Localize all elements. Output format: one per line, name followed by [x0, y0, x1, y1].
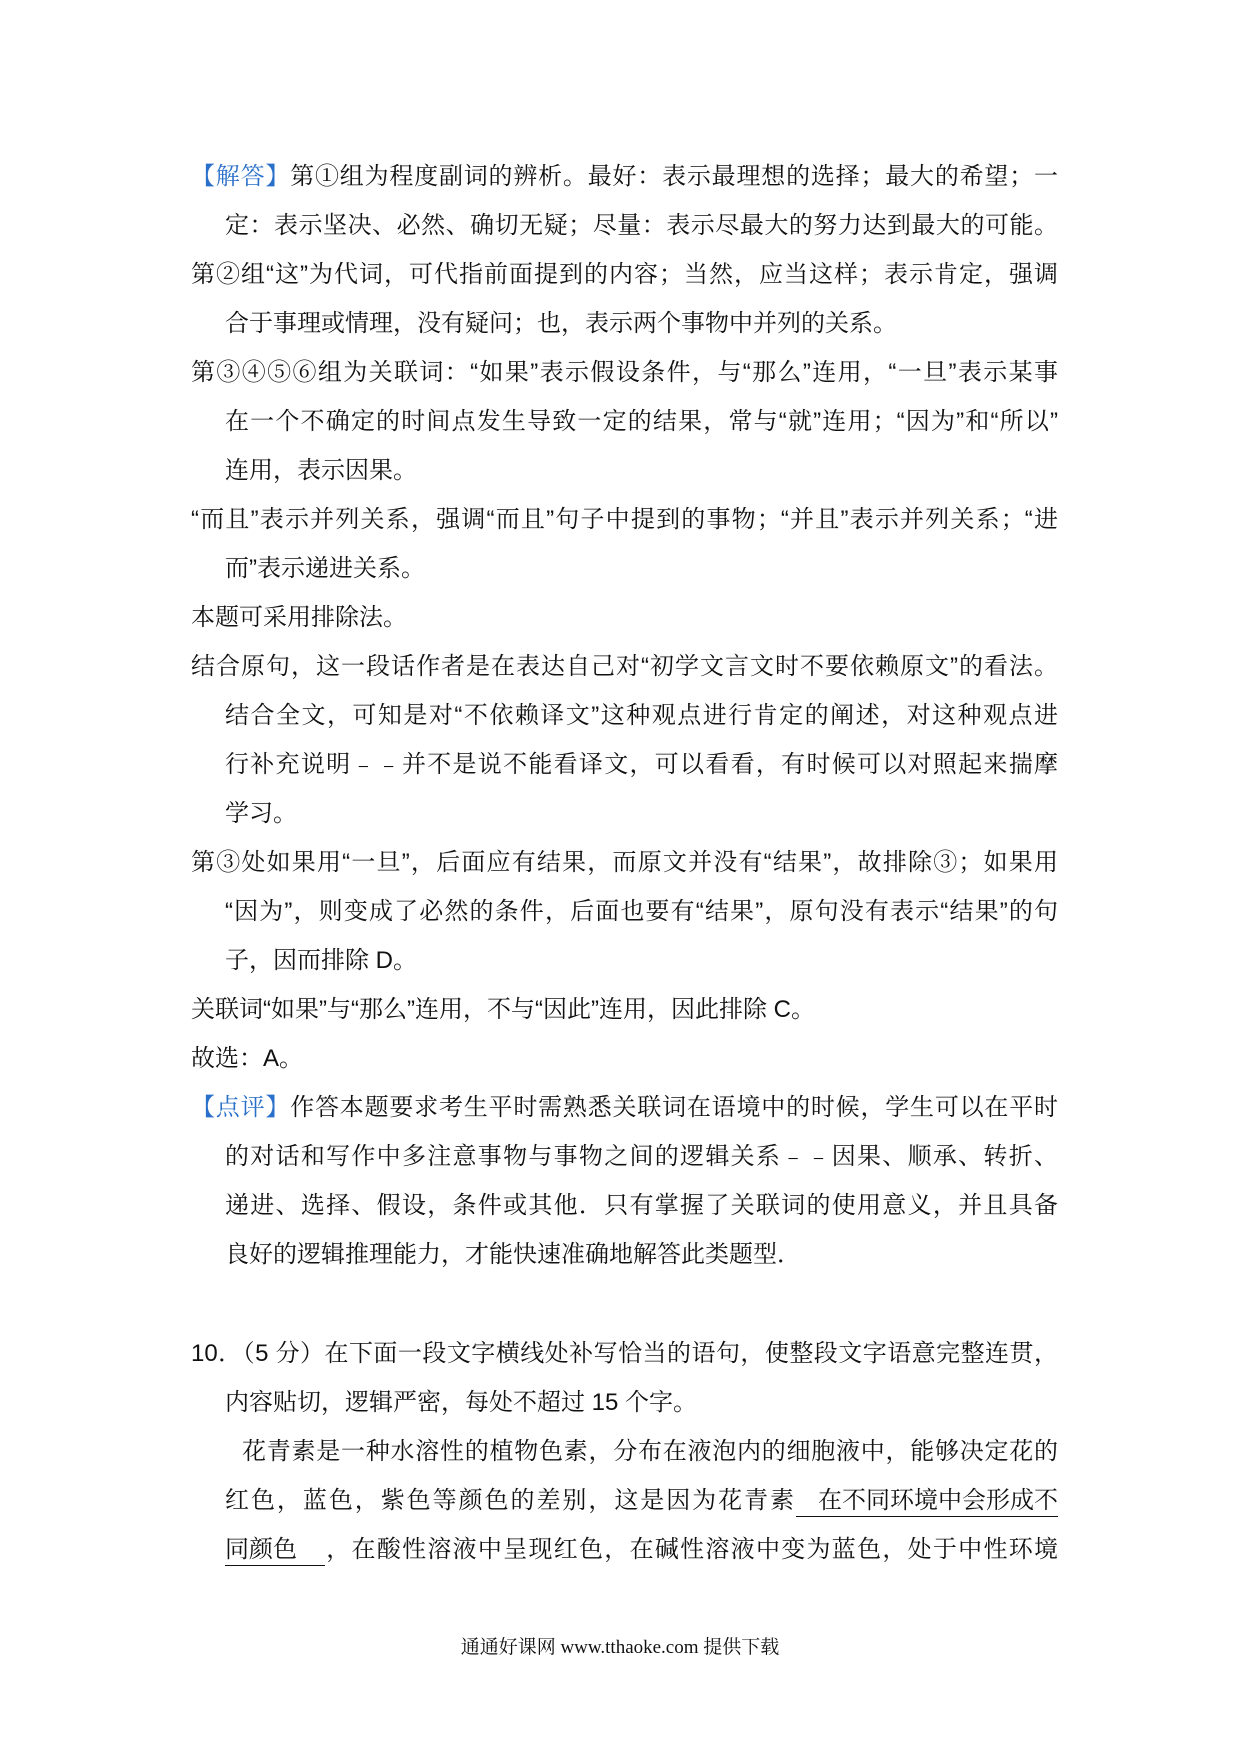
answer-line [191, 299, 1058, 348]
answer-text: 而”表示递进关系。 [225, 555, 425, 582]
comment-label: 【点评】 [191, 1094, 291, 1121]
question-line [191, 1378, 1058, 1427]
answer-line [191, 691, 1058, 740]
page-content [191, 152, 1058, 1574]
question-line [191, 1329, 1058, 1378]
answer-line [191, 152, 1058, 201]
footer-text: 通通好课网 www.tthaoke.com 提供下载 [460, 1637, 780, 1658]
answer-line [191, 201, 1058, 250]
section-spacer [191, 1279, 1058, 1329]
answer-text: 合于事理或情理，没有疑问；也，表示两个事物中并列的关系。 [225, 310, 897, 337]
answer-line [191, 250, 1058, 299]
answer-line [191, 397, 1058, 446]
answer-line [191, 593, 1058, 642]
page-footer [0, 1634, 1240, 1662]
answer-text: 本题可采用排除法。 [191, 604, 407, 631]
comment-text: 递进、选择、假设，条件或其他．只有掌握了关联词的使用意义，并且具备 [225, 1192, 1058, 1219]
passage-text: 花青素是一种水溶性的植物色素，分布在液泡内的细胞液中，能够决定花的 [242, 1438, 1058, 1465]
fill-in-answer-part-2: 同颜色 [225, 1535, 325, 1566]
answer-line [191, 789, 1058, 838]
answer-text: 第③处如果用“一旦”，后面应有结果，而原文并没有“结果”，故排除③；如果用 [191, 849, 1058, 876]
answer-text: 关联词“如果”与“那么”连用，不与“因此”连用，因此排除 C。 [191, 996, 815, 1023]
comment-text: 作答本题要求考生平时需熟悉关联词在语境中的时候，学生可以在平时 [290, 1094, 1059, 1121]
question-text: 10．（5 分）在下面一段文字横线处补写恰当的语句，使整段文字语意完整连贯， [191, 1340, 1058, 1367]
passage-text: ，在酸性溶液中呈现红色，在碱性溶液中变为蓝色，处于中性环境 [325, 1536, 1058, 1563]
answer-line [191, 348, 1058, 397]
answer-line [191, 985, 1058, 1034]
answer-label: 【解答】 [191, 163, 291, 190]
comment-line [191, 1230, 1058, 1279]
passage-text: 红色，蓝色，紫色等颜色的差别，这是因为花青素 [225, 1487, 796, 1514]
answer-text: 第②组“这”为代词，可代指前面提到的内容；当然，应当这样；表示肯定，强调 [191, 261, 1058, 288]
answer-text: 故选：A。 [191, 1045, 304, 1072]
answer-line [191, 495, 1058, 544]
answer-text: 第③④⑤⑥组为关联词：“如果”表示假设条件，与“那么”连用，“一旦”表示某事 [191, 359, 1058, 386]
answer-line [191, 446, 1058, 495]
comment-line [191, 1132, 1058, 1181]
answer-text: 连用，表示因果。 [225, 457, 417, 484]
answer-line [191, 838, 1058, 887]
answer-text: 定：表示坚决、必然、确切无疑；尽量：表示尽最大的努力达到最大的可能。 [225, 212, 1058, 239]
answer-text: 在一个不确定的时间点发生导致一定的结果，常与“就”连用；“因为”和“所以” [225, 408, 1058, 435]
answer-line [191, 642, 1058, 691]
answer-text: 结合全文，可知是对“不依赖译文”这种观点进行肯定的阐述，对这种观点进 [225, 702, 1058, 729]
fill-in-answer-part-1: 在不同环境中会形成不 [796, 1486, 1058, 1517]
answer-line [191, 936, 1058, 985]
comment-text: 的对话和写作中多注意事物与事物之间的逻辑关系﹣﹣因果、顺承、转折、 [225, 1143, 1058, 1170]
passage-line [191, 1427, 1058, 1476]
passage-line [191, 1476, 1058, 1525]
answer-line [191, 544, 1058, 593]
answer-line [191, 887, 1058, 936]
comment-text: 良好的逻辑推理能力，才能快速准确地解答此类题型． [225, 1241, 801, 1268]
answer-text: “而且”表示并列关系，强调“而且”句子中提到的事物；“并且”表示并列关系；“进 [191, 506, 1058, 533]
question-text: 内容贴切，逻辑严密，每处不超过 15 个字。 [225, 1389, 698, 1416]
answer-text: 学习。 [225, 800, 297, 827]
passage-line [191, 1525, 1058, 1574]
comment-line [191, 1181, 1058, 1230]
answer-text: 结合原句，这一段话作者是在表达自己对“初学文言文时不要依赖原文”的看法。 [191, 653, 1058, 680]
answer-text: 第①组为程度副词的辨析。最好：表示最理想的选择；最大的希望；一 [290, 163, 1059, 190]
answer-line [191, 1034, 1058, 1083]
answer-text: “因为”，则变成了必然的条件，后面也要有“结果”，原句没有表示“结果”的句 [225, 898, 1058, 925]
answer-line [191, 740, 1058, 789]
answer-text: 行补充说明﹣﹣并不是说不能看译文，可以看看，有时候可以对照起来揣摩 [225, 751, 1058, 778]
answer-text: 子，因而排除 D。 [225, 947, 417, 974]
comment-line [191, 1083, 1058, 1132]
